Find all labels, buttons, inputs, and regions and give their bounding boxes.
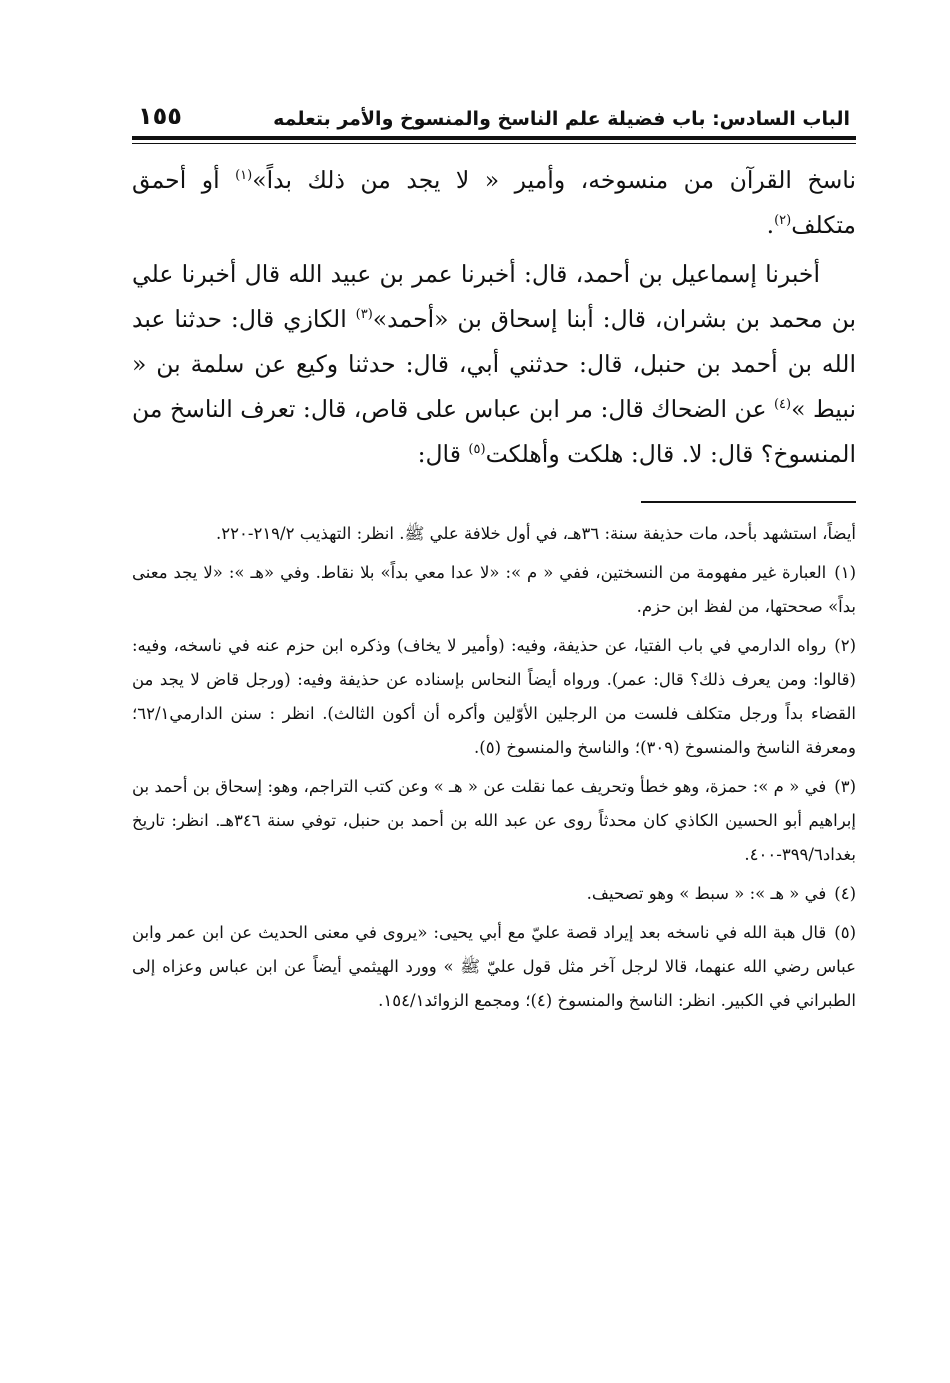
paragraph-1-text: ناسخ القرآن من منسوخه، وأمير « لا يجد من ذلك بداً»	[252, 166, 856, 194]
footnote-3	[132, 770, 856, 872]
paragraph-1-text-3: .	[766, 211, 775, 239]
footnote-1-text: العبارة غير مفهومة من النسختين، ففي « م »: «لا عدا معي بداً» بلا نقاط. وفي «هـ »: «لا يجد معنى بداً» صححتها، من لفظ ابن حزم.	[132, 563, 856, 616]
running-header	[132, 92, 856, 130]
footnote-2	[132, 629, 856, 765]
footnote-1	[132, 556, 856, 624]
footnote-ref-2[interactable]: (٢)	[774, 213, 792, 229]
footnote-5	[132, 916, 856, 1018]
footnote-4	[132, 877, 856, 911]
paragraph-1	[132, 158, 856, 248]
paragraph-2-text: أخبرنا إسماعيل بن أحمد، قال: أخبرنا عمر بن عبيد الله قال أخبرنا علي بن محمد بن بشران، قال: أبنا إسحاق بن «أحمد»	[132, 260, 857, 333]
main-text	[132, 158, 856, 477]
footnote-3-number: (٣)	[834, 777, 856, 796]
header-rule-thin	[132, 143, 856, 144]
footnote-carryover: أيضاً، استشهد بأحد، مات حذيفة سنة: ٣٦هـ، في أول خلافة علي ﷺ. انظر: التهذيب ٢١٩/٢-٢٢٠.	[216, 524, 856, 543]
footnote-3-text: في « م »: حمزة، وهو خطأ وتحريف عما نقلت عن « هـ » وعن كتب التراجم، وهو: إسحاق بن أحمد بن إبراهيم أبو الحسين الكاذي كان محدثاً روى عن عبد الله بن أحمد بن حنبل، توفي سنة ٣٤٦هـ. انظر: تاريخ بغداد٣٩٩/٦-٤٠٠.	[132, 777, 856, 864]
header-rule-thick	[132, 136, 856, 140]
footnote-5-text: قال هبة الله في ناسخه بعد إيراد قصة عليّ مع أبي يحيى: «يروى في معنى الحديث عن ابن عمر وابن عباس رضي الله عنهما، قالا لرجل آخر مثل قول عليّ ﷺ » وورد الهيثمي أيضاً عن ابن عباس وعزاه إلى الطبراني في الكبير. انظر: الناسخ والمنسوخ (٤)؛ ومجمع الزوائد١٥٤/١.	[132, 923, 856, 1010]
paragraph-2-text-3: عن الضحاك قال: مر ابن عباس على قاص، قال: تعرف الناسخ من المنسوخ؟ قال: لا. قال: هلكت وأهلكت	[132, 395, 856, 468]
footnotes	[132, 517, 856, 1018]
footnote-2-number: (٢)	[834, 636, 856, 655]
footnote-4-text: في « هـ »: « سبط » وهو تصحيف.	[586, 884, 827, 903]
footnote-5-number: (٥)	[834, 923, 856, 942]
page-number: ١٥٥	[138, 102, 182, 130]
footnote-ref-1[interactable]: (١)	[235, 168, 253, 184]
paragraph-2	[132, 252, 856, 477]
book-page	[132, 92, 856, 1023]
footnote-4-number: (٤)	[834, 884, 856, 903]
paragraph-1-text-2: أو أحمق متكلف	[132, 166, 856, 239]
footnote-ref-3[interactable]: (٣)	[355, 307, 373, 323]
footnote-ref-4[interactable]: (٤)	[773, 397, 792, 413]
paragraph-2-text-2: الكازي قال: حدثنا عبد الله بن أحمد بن حنبل، قال: حدثني أبي، قال: حدثنا وكيع عن سلمة بن « نبيط »	[132, 305, 856, 423]
chapter-title: الباب السادس: باب فضيلة علم الناسخ والمنسوخ والأمر بتعلمه	[273, 108, 850, 130]
footnote-2-text: رواه الدارمي في باب الفتيا، عن حذيفة، وفيه: (وأمير لا يخاف) وذكره ابن حزم عنه في ناسخه، وفيه: (قالوا: ومن يعرف ذلك؟ قال: عمر). ورواه أيضاً النحاس بإسناده عن حذيفة وفيه: (ورجل قاض لا يجد من القضاء بداً ورجل متكلف فلست من الرجلين الأوّلين وأكره أن أكون الثالث). انظر : سنن الدارمي٦٢/١؛ ومعرفة الناسخ والمنسوخ (٣٠٩)؛ والناسخ والمنسوخ (٥).	[132, 636, 856, 757]
paragraph-2-text-4: قال:	[417, 440, 469, 468]
footnote-ref-5[interactable]: (٥)	[468, 442, 486, 458]
footnote-separator	[641, 501, 856, 503]
footnote-1-number: (١)	[834, 563, 856, 582]
